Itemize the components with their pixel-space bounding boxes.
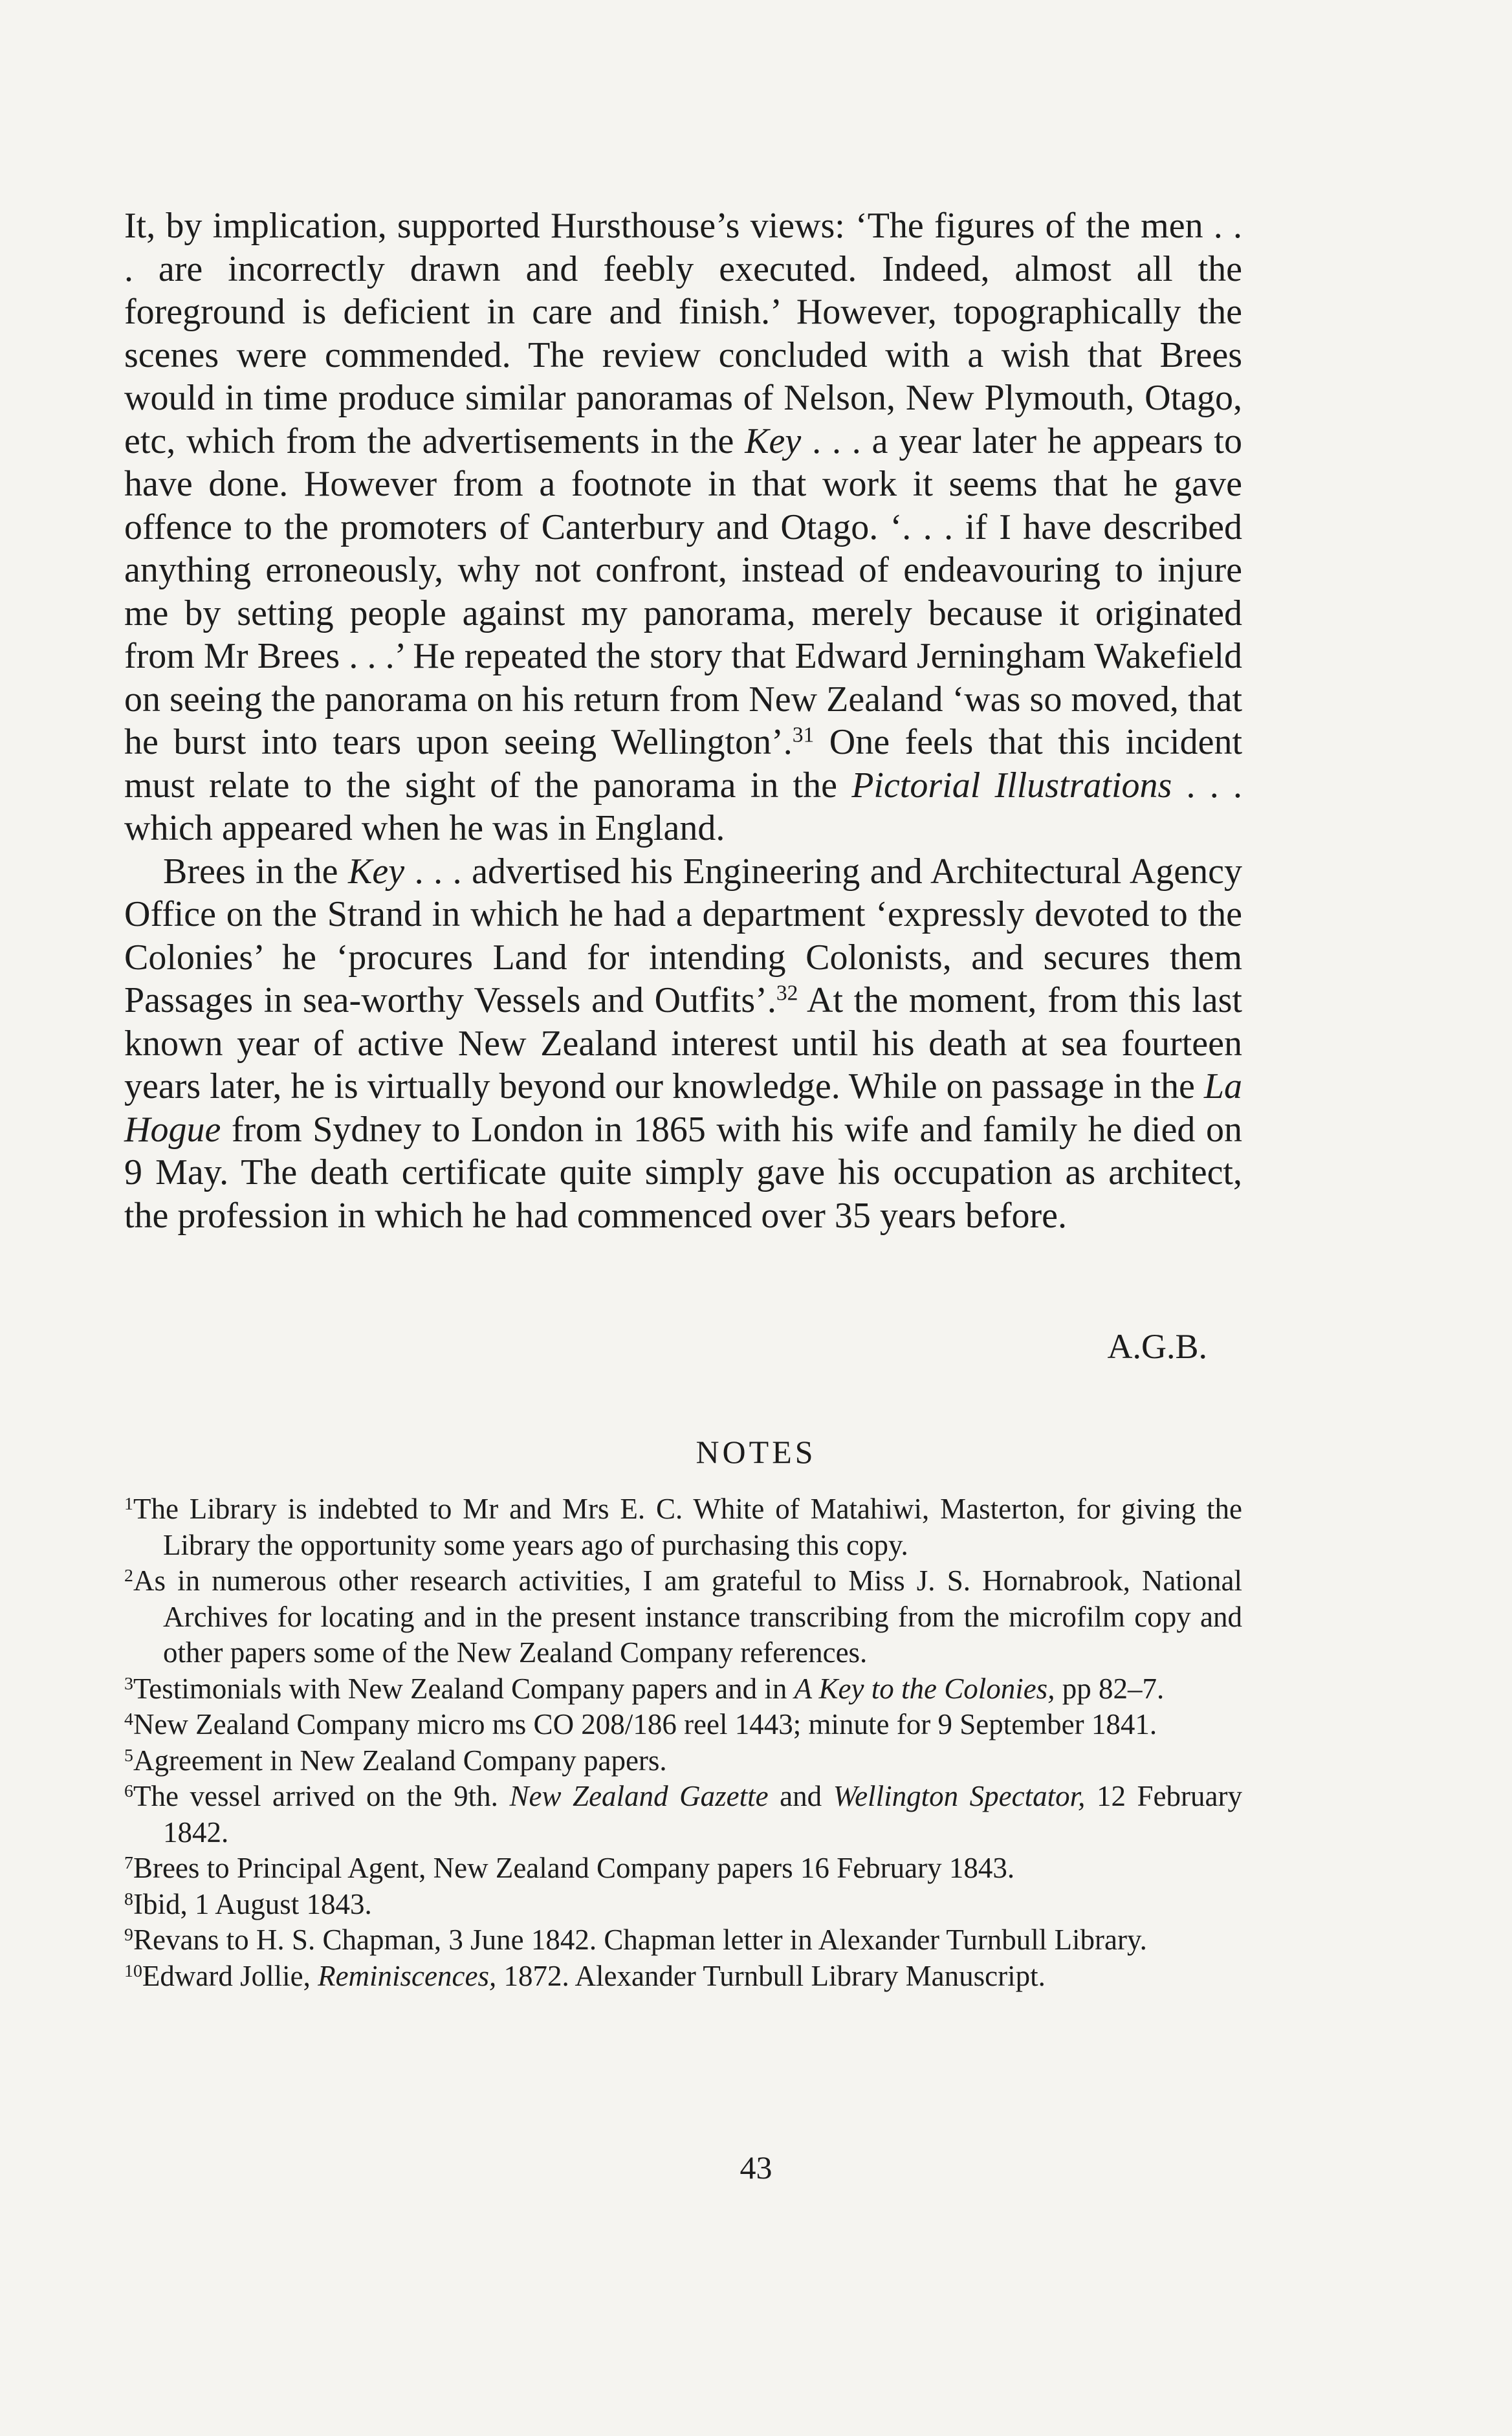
italic-title: Pictorial Illustrations bbox=[851, 765, 1172, 806]
note-item bbox=[124, 1707, 1242, 1743]
text-run: 12 February 1842. bbox=[163, 1780, 1242, 1849]
text-run: and bbox=[768, 1780, 833, 1812]
note-number: 9 bbox=[124, 1925, 133, 1946]
author-initials: A.G.B. bbox=[1107, 1327, 1207, 1366]
text-run: At the moment, from this last known year of active New Zealand interest until his death at sea fourteen years later, he is virtually beyond our knowledge. While on passage in the bbox=[124, 980, 1242, 1106]
body-paragraph bbox=[124, 204, 1242, 850]
note-item bbox=[124, 1850, 1242, 1887]
note-number: 10 bbox=[124, 1960, 142, 1981]
italic-title: A Key to the Colonies, bbox=[794, 1672, 1055, 1705]
text-run: . . . advertised his Engineering and Architectural Agency Office on the Strand in which he had a department ‘expressly devoted to the Colonies’ he ‘procures Land for intending Colonists, and secures them Passages in sea-worthy Vessels and Outfits’. bbox=[124, 851, 1242, 1020]
note-item bbox=[124, 1887, 1242, 1923]
note-item bbox=[124, 1743, 1242, 1779]
text-run: . . . which appeared when he was in England. bbox=[124, 765, 1243, 848]
text-run: from Sydney to London in 1865 with his wife and family he died on 9 May. The death certificate quite simply gave his occupation as architect, the profession in which he had commenced over 35 years before. bbox=[124, 1109, 1242, 1236]
text-run: The Library is indebted to Mr and Mrs E. C. White of Matahiwi, Masterton, for giving the Library the opportunity some years ago of purchasing this copy. bbox=[133, 1493, 1242, 1561]
body-text bbox=[124, 204, 1242, 1237]
body-paragraph bbox=[124, 850, 1242, 1238]
text-run: Testimonials with New Zealand Company papers and in bbox=[133, 1672, 794, 1705]
text-run: It, by implication, supported Hursthouse’s views: ‘The figures of the men . . . are incorrectly drawn and feebly executed. Indeed, almost all the foreground is deficient in care and finish.’ However, topographically the scenes were commended. The review concluded with a wish that Brees would in time produce similar panoramas of Nelson, New Plymouth, Otago, etc, which from the advertisements in the bbox=[124, 206, 1242, 461]
text-run: Ibid, 1 August 1843. bbox=[133, 1887, 372, 1920]
page-number: 43 bbox=[740, 2149, 772, 2186]
note-number: 3 bbox=[124, 1673, 133, 1694]
notes-heading: NOTES bbox=[696, 1434, 816, 1470]
notes-list bbox=[124, 1491, 1242, 1994]
footnote-reference: 32 bbox=[776, 981, 798, 1005]
text-run: . . . a year later he appears to have done. However from a footnote in that work it seems that he gave offence to the promoters of Canterbury and Otago. ‘. . . if I have described anything erroneously, why not confront, instead of endeavouring to injure me by setting people against my panorama, merely because it originated from Mr Brees . . .’ He repeated the story that Edward Jerningham Wakefield on seeing the panorama on his return from New Zealand ‘was so moved, that he burst into tears upon seeing Wellington’. bbox=[124, 421, 1242, 762]
text-run: As in numerous other research activities, I am grateful to Miss J. S. Hornabrook, National Archives for locating and in the present instance transcribing from the microfilm copy and other papers some of the New Zealand Company references. bbox=[133, 1564, 1242, 1669]
text-run: New Zealand Company micro ms CO 208/186 reel 1443; minute for 9 September 1841. bbox=[133, 1708, 1157, 1740]
text-run: 1872. Alexander Turnbull Library Manuscript. bbox=[496, 1959, 1046, 1992]
text-run: Brees to Principal Agent, New Zealand Company papers 16 February 1843. bbox=[133, 1852, 1015, 1884]
note-number: 6 bbox=[124, 1781, 133, 1802]
italic-title: New Zealand Gazette bbox=[509, 1780, 769, 1812]
note-number: 1 bbox=[124, 1494, 133, 1515]
italic-title: Key bbox=[348, 851, 405, 892]
note-number: 4 bbox=[124, 1709, 133, 1730]
italic-title: Key bbox=[745, 421, 802, 461]
note-number: 8 bbox=[124, 1889, 133, 1909]
note-item bbox=[124, 1922, 1242, 1959]
note-item bbox=[124, 1563, 1242, 1671]
note-item bbox=[124, 1779, 1242, 1850]
text-run: The vessel arrived on the 9th. bbox=[133, 1780, 510, 1812]
note-item bbox=[124, 1959, 1242, 1995]
text-run: One feels that this incident must relate to the sight of the panorama in the bbox=[124, 722, 1242, 806]
note-item bbox=[124, 1491, 1242, 1563]
footnote-reference: 31 bbox=[792, 723, 815, 747]
text-run: Brees in the bbox=[163, 851, 348, 892]
italic-title: La Hogue bbox=[124, 1066, 1242, 1150]
text-run: pp 82–7. bbox=[1055, 1672, 1165, 1705]
text-run: Revans to H. S. Chapman, 3 June 1842. Chapman letter in Alexander Turnbull Library. bbox=[133, 1924, 1147, 1956]
note-number: 2 bbox=[124, 1566, 133, 1586]
text-run: Edward Jollie, bbox=[142, 1959, 318, 1992]
italic-title: Wellington Spectator, bbox=[833, 1780, 1086, 1812]
note-item bbox=[124, 1671, 1242, 1707]
note-number: 7 bbox=[124, 1853, 133, 1874]
text-run: Agreement in New Zealand Company papers. bbox=[133, 1744, 667, 1777]
note-number: 5 bbox=[124, 1745, 133, 1766]
italic-title: Reminiscences, bbox=[318, 1959, 497, 1992]
